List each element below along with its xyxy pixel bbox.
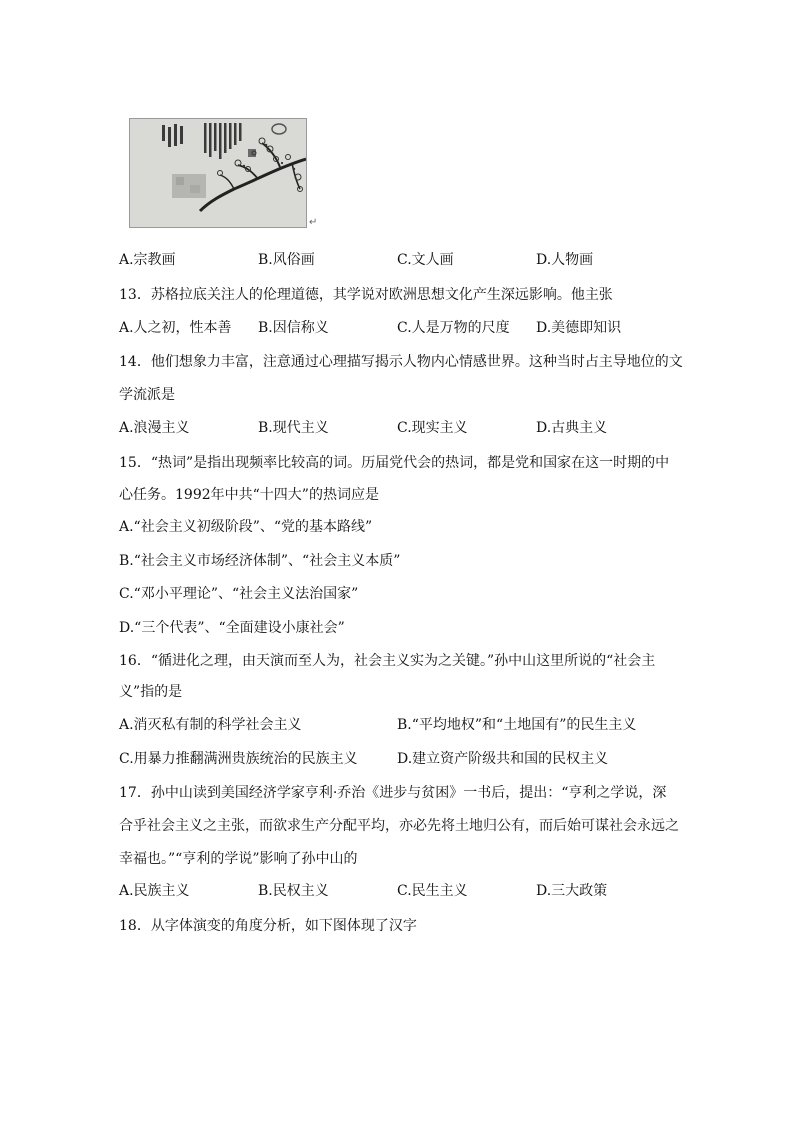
q12-option-d: D.人物画 [536, 252, 594, 268]
q16-stem-line1: 16．“循进化之理，由天演而至人为，社会主义实为之关键。”孙中山这里所说的“社会主 [119, 653, 656, 669]
q15-stem-line2: 心任务。1992年中共“十四大”的热词应是 [119, 487, 379, 503]
q17-option-d: D.三大政策 [536, 883, 608, 899]
q13-option-c: C.人是万物的尺度 [397, 320, 510, 336]
plum-blossom-painting [129, 118, 307, 228]
q15-option-a: A.“社会主义初级阶段”、“党的基本路线” [119, 519, 373, 535]
q12-option-c: C.文人画 [397, 252, 454, 268]
q16-option-a: A.消灭私有制的科学社会主义 [119, 717, 302, 733]
q16-stem-line2: 义”指的是 [119, 684, 183, 700]
q17-option-a: A.民族主义 [119, 883, 190, 899]
q14-stem-line1: 14．他们想象力丰富，注意通过心理描写揭示人物内心情感世界。这种当时占主导地位的文 [119, 354, 683, 370]
return-mark: ↵ [309, 217, 318, 228]
q14-option-d: D.古典主义 [536, 420, 608, 436]
q17-stem-line1: 17．孙中山读到美国经济学家亨利·乔治《进步与贫困》一书后，提出：“亨利之学说，深 [119, 785, 667, 801]
q15-option-d: D.“三个代表”、“全面建设小康社会” [119, 620, 345, 636]
q17-option-c: C.民生主义 [397, 883, 468, 899]
q17-stem-line2: 合乎社会主义之主张，而欲求生产分配平均，亦必先将土地归公有，而后始可谋社会永远之 [119, 818, 679, 834]
q13-stem: 13．苏格拉底关注人的伦理道德，其学说对欧洲思想文化产生深远影响。他主张 [119, 287, 613, 303]
q13-option-a: A.人之初，性本善 [119, 320, 232, 336]
q18-stem: 18．从字体演变的角度分析，如下图体现了汉字 [119, 918, 417, 934]
q13-option-d: D.美德即知识 [536, 320, 622, 336]
q14-stem-line2: 学流派是 [119, 387, 175, 403]
q17-stem-line3: 幸福也。”“亨利的学说”影响了孙中山的 [119, 851, 358, 867]
q15-option-b: B.“社会主义市场经济体制”、“社会主义本质” [119, 553, 401, 569]
q14-option-c: C.现实主义 [397, 420, 468, 436]
q14-option-b: B.现代主义 [258, 420, 329, 436]
q17-option-b: B.民权主义 [258, 883, 329, 899]
q14-option-a: A.浪漫主义 [119, 420, 190, 436]
q12-option-a: A.宗教画 [119, 252, 176, 268]
q16-option-d: D.建立资产阶级共和国的民权主义 [397, 751, 609, 767]
q15-option-c: C.“邓小平理论”、“社会主义法治国家” [119, 586, 359, 602]
q16-option-b: B.“平均地权”和“土地国有”的民生主义 [397, 717, 637, 733]
plum-painting-svg [130, 119, 306, 227]
q15-stem-line1: 15．“热词”是指出现频率比较高的词。历届党代会的热词，都是党和国家在这一时期的中 [119, 455, 670, 471]
q13-option-b: B.因信称义 [258, 320, 329, 336]
q16-option-c: C.用暴力推翻满洲贵族统治的民族主义 [119, 751, 358, 767]
q12-option-b: B.风俗画 [258, 252, 315, 268]
